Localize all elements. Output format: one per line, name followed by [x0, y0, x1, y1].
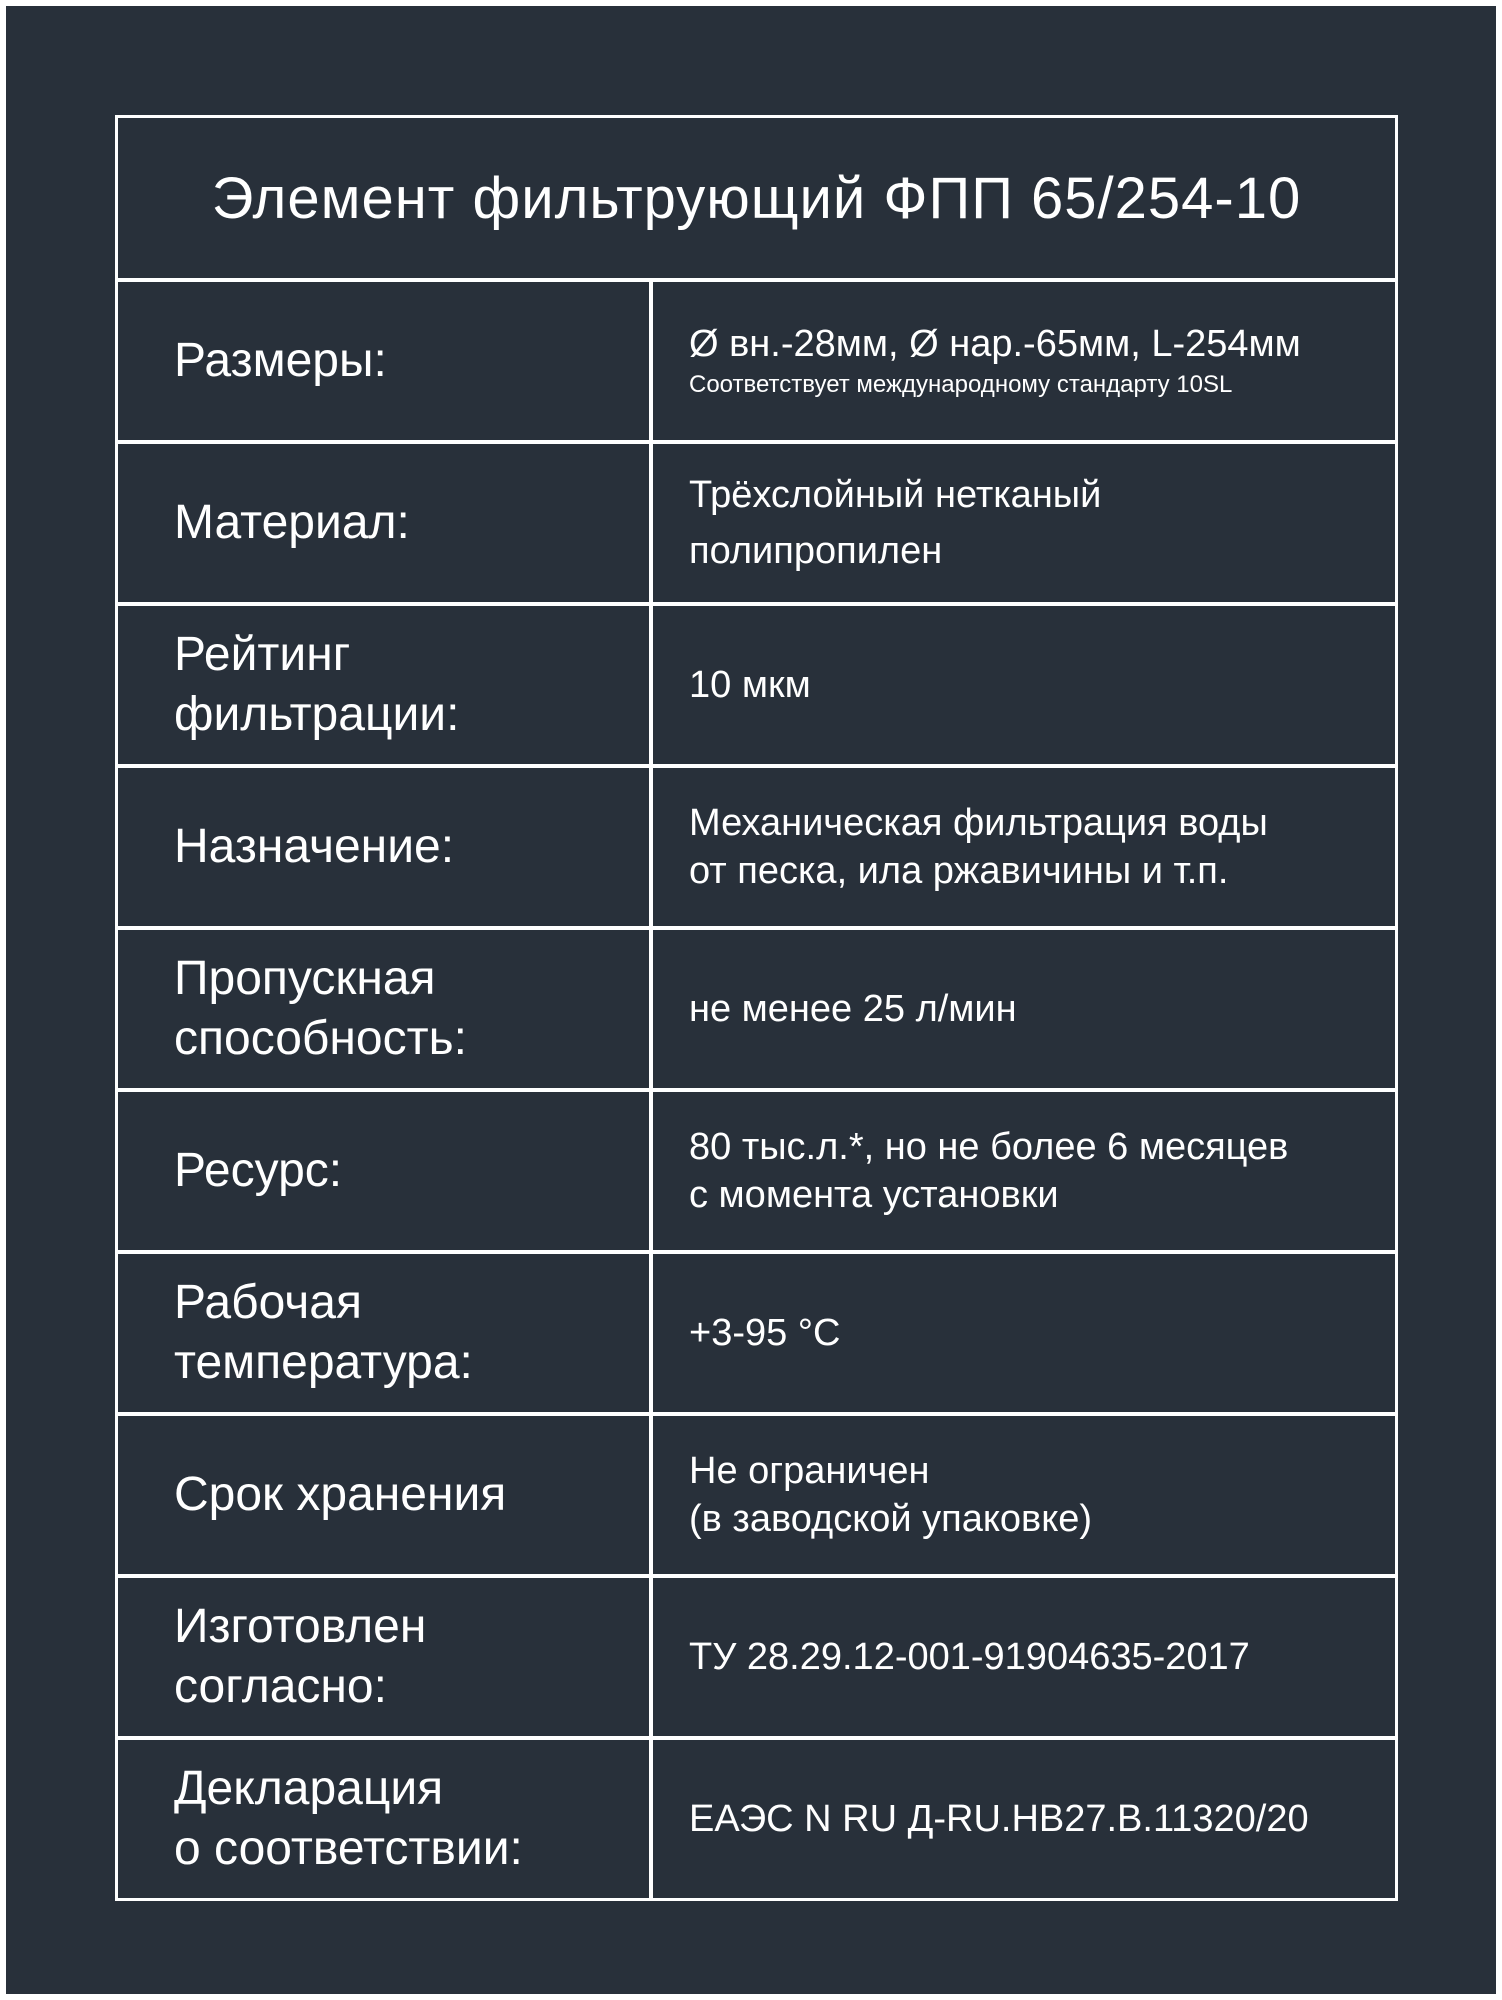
spec-value-note: Соответствует международному стандарту 10SL: [689, 371, 1233, 398]
spec-value: [653, 1254, 1395, 1412]
spec-value-line: 80 тыс.л.*, но не более 6 месяцев: [689, 1126, 1289, 1168]
spec-value-line: Не ограничен: [689, 1450, 930, 1492]
spec-row-operating-temperature: [118, 1254, 1395, 1416]
spec-value: [653, 606, 1395, 764]
spec-label: Ресурс:: [118, 1092, 653, 1250]
spec-label: Материал:: [118, 444, 653, 602]
spec-row-dimensions: [118, 282, 1395, 444]
spec-label: Рабочая температура:: [118, 1254, 653, 1412]
spec-row-declaration: [118, 1740, 1395, 1898]
spec-label: Назначение:: [118, 768, 653, 926]
spec-row-shelf-life: [118, 1416, 1395, 1578]
spec-value-line: полипропилен: [689, 530, 943, 572]
background-panel: [6, 6, 1496, 1994]
title-row: [118, 118, 1395, 282]
spec-value-line: +3-95 °C: [689, 1312, 841, 1354]
spec-row-throughput: [118, 930, 1395, 1092]
spec-value-line: (в заводской упаковке): [689, 1498, 1093, 1540]
spec-value-line: с момента установки: [689, 1174, 1059, 1216]
spec-row-filtration-rating: [118, 606, 1395, 768]
spec-label: Размеры:: [118, 282, 653, 440]
spec-row-manufactured-per: [118, 1578, 1395, 1740]
spec-value: [653, 1740, 1395, 1898]
spec-value: [653, 282, 1395, 440]
spec-value: [653, 1092, 1395, 1250]
spec-row-resource: [118, 1092, 1395, 1254]
spec-value-line: Трёхслойный нетканый: [689, 474, 1102, 516]
spec-value-line: 10 мкм: [689, 664, 811, 706]
spec-row-material: [118, 444, 1395, 606]
spec-value-line: Ø вн.-28мм, Ø нар.-65мм, L-254мм: [689, 323, 1301, 365]
spec-value-line: не менее 25 л/мин: [689, 988, 1017, 1030]
spec-value-line: от песка, ила ржавичины и т.п.: [689, 850, 1229, 892]
spec-value: [653, 444, 1395, 602]
spec-table: [115, 115, 1398, 1901]
spec-value: [653, 768, 1395, 926]
spec-value-line: ТУ 28.29.12-001-91904635-2017: [689, 1636, 1250, 1678]
spec-label: Изготовлен согласно:: [118, 1578, 653, 1736]
spec-label: Срок хранения: [118, 1416, 653, 1574]
spec-value: [653, 930, 1395, 1088]
spec-value-line: ЕАЭС N RU Д-RU.НВ27.В.11320/20: [689, 1798, 1309, 1840]
spec-value: [653, 1416, 1395, 1574]
spec-label: Декларация о соответствии:: [118, 1740, 653, 1898]
spec-value-line: Механическая фильтрация воды: [689, 802, 1268, 844]
spec-label: Рейтинг фильтрации:: [118, 606, 653, 764]
spec-row-purpose: [118, 768, 1395, 930]
page-title: Элемент фильтрующий ФПП 65/254-10: [211, 165, 1302, 231]
spec-value: [653, 1578, 1395, 1736]
spec-label: Пропускная способность:: [118, 930, 653, 1088]
